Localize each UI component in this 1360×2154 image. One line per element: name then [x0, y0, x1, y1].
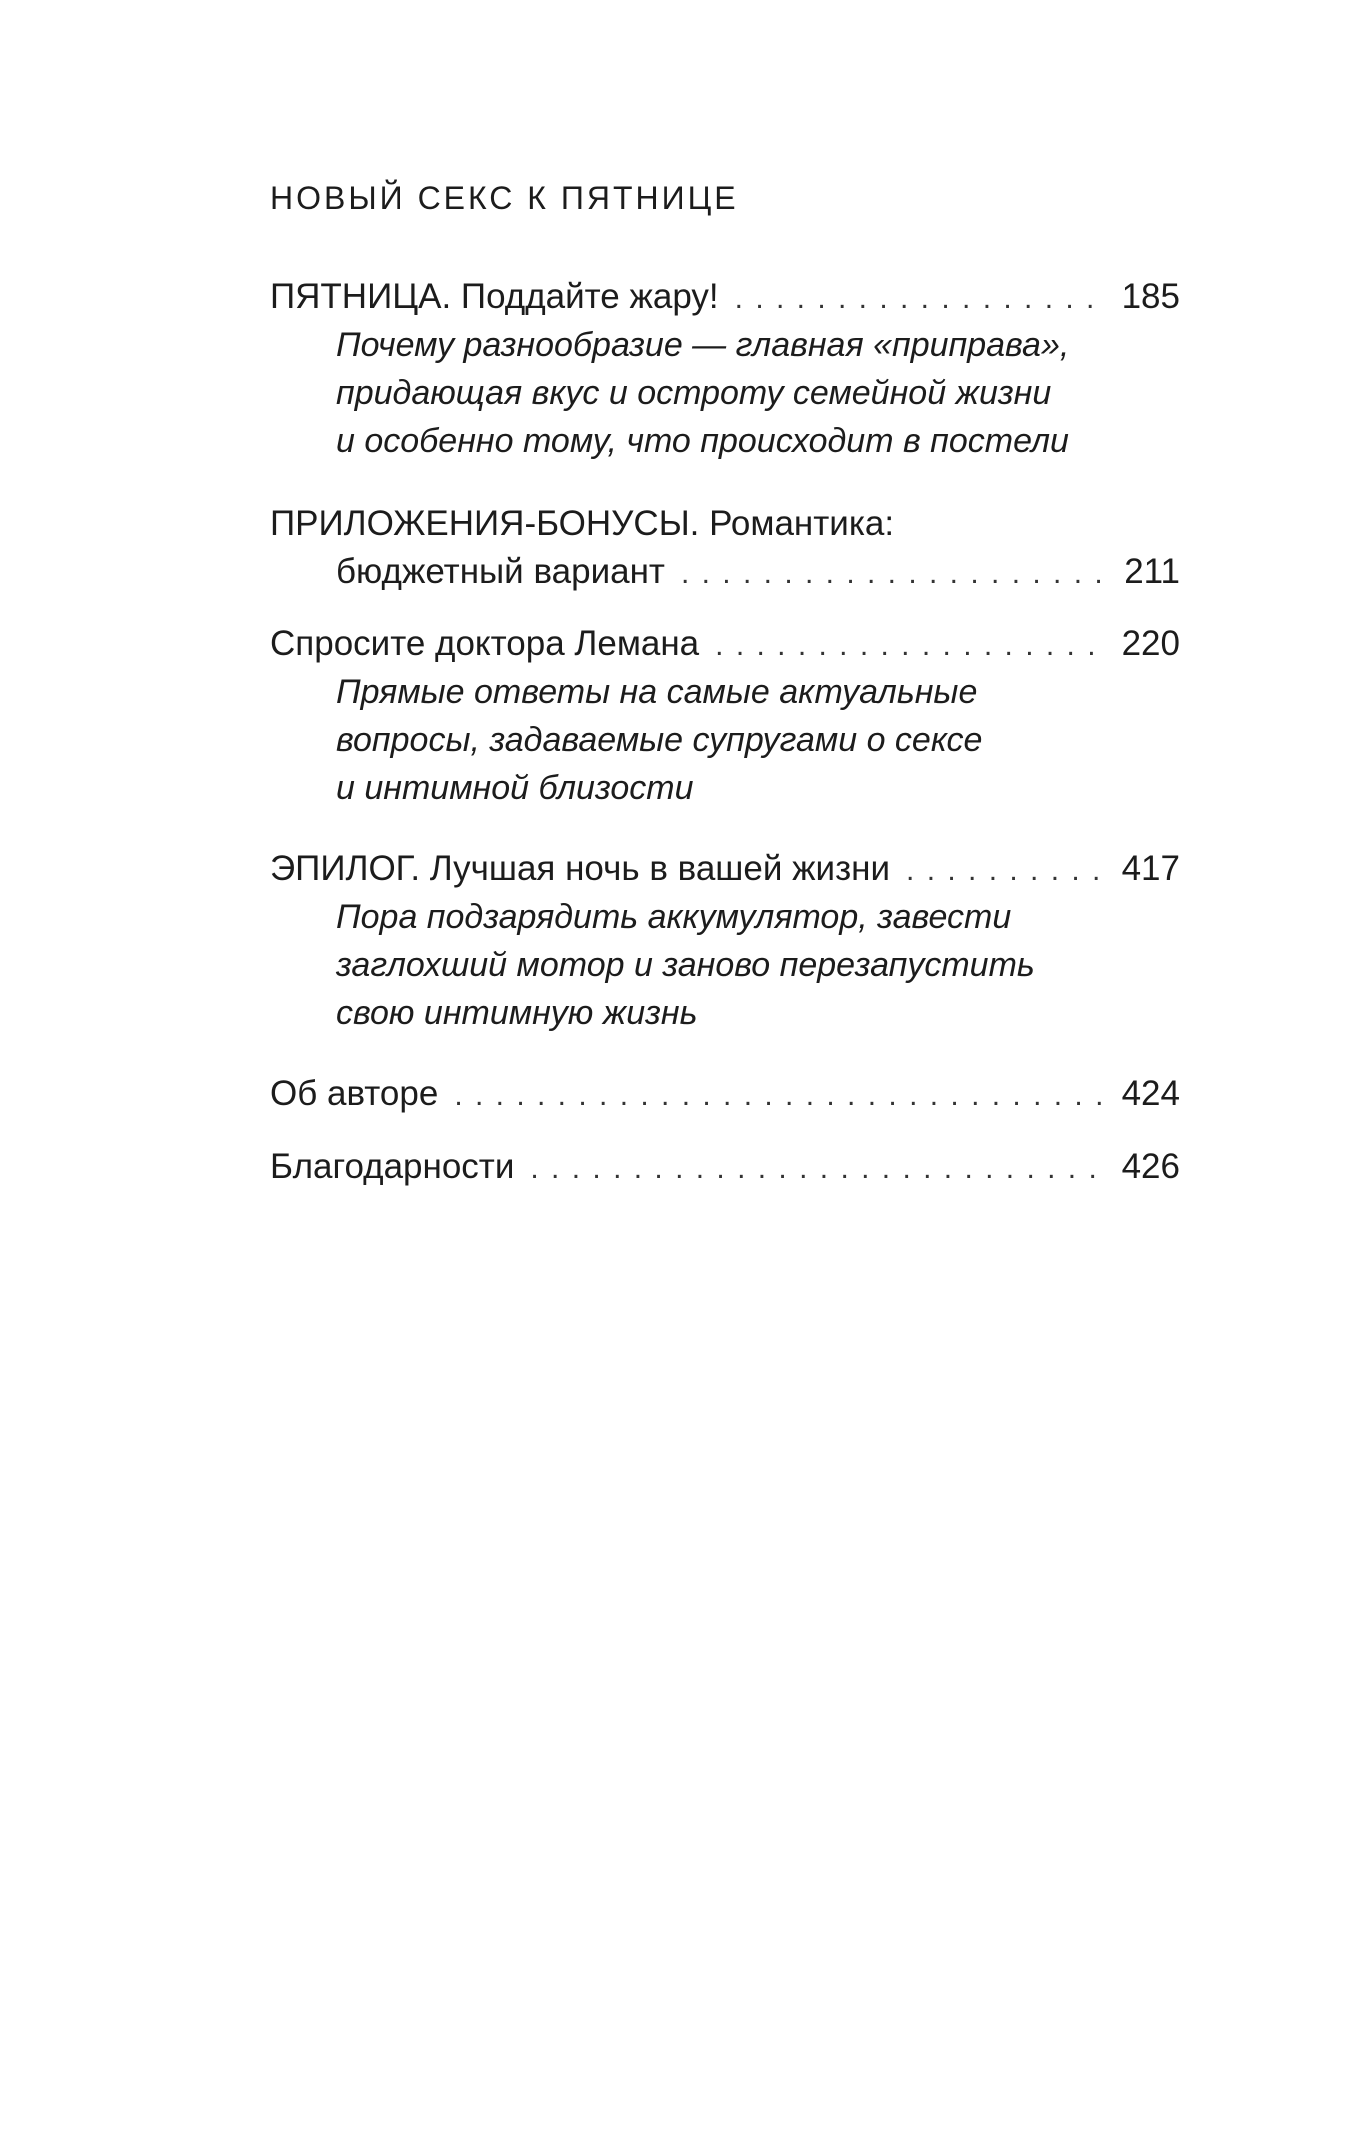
- toc-entry-line: [270, 548, 1180, 596]
- toc-entry-subtitle: и особенно тому, что происходит в постели: [336, 422, 1069, 460]
- dot-leader: [454, 1072, 1103, 1120]
- toc-entry-subtitle: Пора подзарядить аккумулятор, завести: [336, 898, 1012, 936]
- dot-leader: [735, 275, 1104, 323]
- toc-entry-subtitle: вопросы, задаваемые супругами о сексе: [336, 721, 983, 759]
- toc-entry: [270, 845, 1180, 1037]
- toc-entry-line: [270, 273, 1180, 321]
- dot-leader: [681, 550, 1106, 598]
- toc-page-number: 417: [1121, 849, 1180, 888]
- toc-entry: [270, 273, 1180, 465]
- running-head: НОВЫЙ СЕКС К ПЯТНИЦЕ: [270, 180, 739, 216]
- toc-entry-subtitle: свою интимную жизнь: [336, 994, 698, 1032]
- toc-entry-subtitle: заглохший мотор и заново перезапустить: [336, 946, 1035, 984]
- toc-entry-line: [270, 500, 1180, 548]
- toc-entry-title: Спросите доктора Лемана: [270, 624, 700, 663]
- dot-leader: [906, 847, 1104, 895]
- toc-page-number: 424: [1121, 1074, 1180, 1113]
- toc-entry-subtitle: и интимной близости: [336, 769, 694, 807]
- toc-page-number: 220: [1121, 624, 1180, 663]
- toc-entry-line: [270, 1143, 1180, 1191]
- toc-entry: [270, 1070, 1180, 1118]
- toc-entry-subtitle: придающая вкус и остроту семейной жизни: [336, 374, 1052, 412]
- toc-page-number: 426: [1121, 1147, 1180, 1186]
- toc-entry-title: Об авторе: [270, 1074, 439, 1113]
- toc-entry: [270, 620, 1180, 812]
- toc-entry-line: [270, 845, 1180, 893]
- toc-entry-title: ПРИЛОЖЕНИЯ-БОНУСЫ. Романтика:: [270, 504, 895, 543]
- toc-entry-subtitle: Почему разнообразие — главная «приправа»,: [336, 326, 1070, 364]
- toc-page-number: 185: [1121, 277, 1180, 316]
- toc-entry: [270, 1143, 1180, 1191]
- toc-entry-line: [270, 1070, 1180, 1118]
- dot-leader: [715, 622, 1103, 670]
- toc-entry-title: ПЯТНИЦА. Поддайте жару!: [270, 277, 719, 316]
- toc-entry-title: Благодарности: [270, 1147, 515, 1186]
- toc-entry-title: ЭПИЛОГ. Лучшая ночь в вашей жизни: [270, 849, 891, 888]
- toc-page-number: 211: [1124, 552, 1180, 591]
- dot-leader: [530, 1145, 1103, 1193]
- toc-entry: [270, 500, 1180, 596]
- toc-entry-subtitle: Прямые ответы на самые актуальные: [336, 673, 978, 711]
- toc-entry-line: [270, 620, 1180, 668]
- toc-entry-title-continued: бюджетный вариант: [336, 552, 665, 591]
